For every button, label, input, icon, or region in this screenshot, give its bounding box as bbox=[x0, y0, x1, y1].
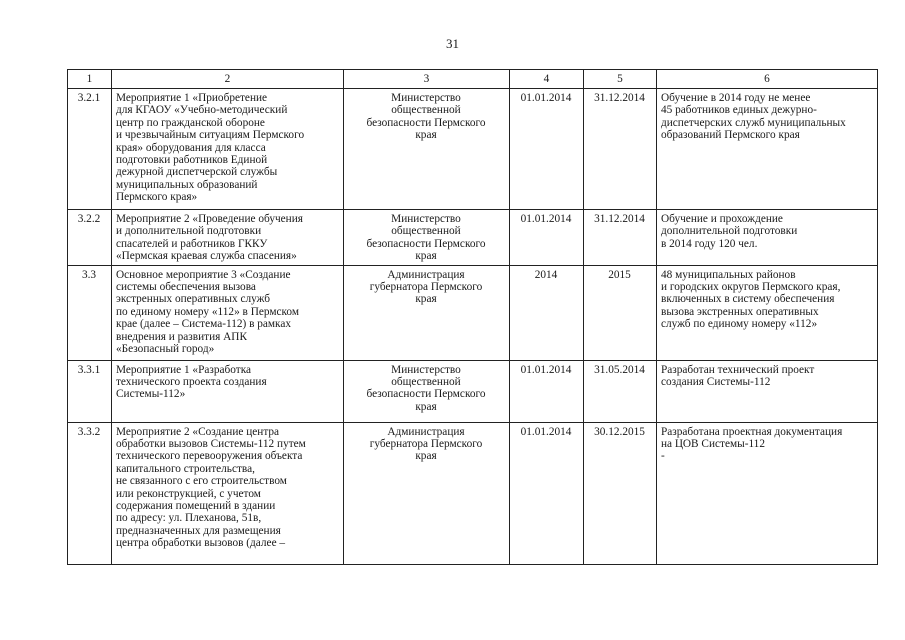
end-date-cell: 31.05.2014 bbox=[584, 360, 657, 422]
activity-name-cell bbox=[112, 422, 344, 564]
executor-text: Администрация губернатора Пермского края bbox=[369, 268, 483, 306]
page-number: 31 bbox=[446, 36, 459, 51]
result-cell bbox=[657, 210, 878, 266]
table-row bbox=[68, 265, 878, 360]
end-date-cell: 2015 bbox=[584, 265, 657, 360]
activities-table bbox=[67, 69, 878, 565]
column-header: 1 bbox=[68, 70, 112, 89]
executor-text: Министерство общественной безопасности Пермского края bbox=[366, 213, 486, 263]
activity-name-text: Мероприятие 1 «Приобретение для КГАОУ «Учебно-методический центр по гражданской обороне и чрезвычайным ситуациям Пермского края» оборудования для класса подготовки работников Единой дежурной диспетчерской службы муниципальных образований Пермского края» bbox=[116, 92, 305, 204]
start-date-cell: 01.01.2014 bbox=[510, 89, 584, 210]
item-number-cell: 3.2.1 bbox=[68, 89, 112, 210]
executor-cell bbox=[344, 210, 510, 266]
result-cell bbox=[657, 360, 878, 422]
activity-name-text: Мероприятие 2 «Проведение обучения и дополнительной подготовки спасателей и работников ГККУ «Пермская краевая служба спасения» bbox=[116, 213, 303, 263]
result-text: Разработан технический проект создания Системы-112 bbox=[661, 363, 815, 389]
activity-name-cell bbox=[112, 360, 344, 422]
result-text: Обучение и прохождение дополнительной подготовки в 2014 году 120 чел. bbox=[661, 213, 798, 250]
activity-name-text: Мероприятие 1 «Разработка технического проекта создания Системы-112» bbox=[116, 363, 267, 401]
executor-cell bbox=[344, 265, 510, 360]
end-date-cell: 31.12.2014 bbox=[584, 89, 657, 210]
table-row bbox=[68, 360, 878, 422]
result-cell bbox=[657, 265, 878, 360]
column-header: 5 bbox=[584, 70, 657, 89]
result-text: Разработана проектная документация на ЦОВ Системы-112 - bbox=[661, 425, 843, 463]
activity-name-cell bbox=[112, 265, 344, 360]
executor-text: Министерство общественной безопасности Пермского края bbox=[366, 92, 486, 142]
table-row bbox=[68, 89, 878, 210]
start-date-cell: 2014 bbox=[510, 265, 584, 360]
item-number-cell: 3.3.2 bbox=[68, 422, 112, 564]
result-cell bbox=[657, 89, 878, 210]
result-cell bbox=[657, 422, 878, 564]
table-header-row bbox=[68, 70, 878, 89]
result-text: 48 муниципальных районов и городских округов Пермского края, включенных в систему обеспечения вызова экстренных оперативных служб по единому номеру «112» bbox=[661, 268, 841, 331]
executor-cell bbox=[344, 422, 510, 564]
start-date-cell: 01.01.2014 bbox=[510, 422, 584, 564]
activity-name-text: Мероприятие 2 «Создание центра обработки вызовов Системы-112 путем технического перевооружения объекта капитального строительства, не связанного с его строительством или реконструкцией, с учетом содержания помещений в здании по адресу: ул. Плеханова, 51в, предназначенных для размещения центра обработки вызовов (далее – bbox=[116, 425, 306, 550]
column-header: 6 bbox=[657, 70, 878, 89]
item-number-cell: 3.3.1 bbox=[68, 360, 112, 422]
end-date-cell: 30.12.2015 bbox=[584, 422, 657, 564]
table-row bbox=[68, 422, 878, 564]
result-text: Обучение в 2014 году не менее 45 работников единых дежурно- диспетчерских служб муниципальных образований Пермского края bbox=[661, 92, 846, 142]
executor-cell bbox=[344, 89, 510, 210]
executor-text: Министерство общественной безопасности Пермского края bbox=[366, 363, 486, 413]
column-header: 3 bbox=[344, 70, 510, 89]
activity-name-cell bbox=[112, 210, 344, 266]
start-date-cell: 01.01.2014 bbox=[510, 210, 584, 266]
item-number-cell: 3.2.2 bbox=[68, 210, 112, 266]
column-header: 4 bbox=[510, 70, 584, 89]
column-header: 2 bbox=[112, 70, 344, 89]
start-date-cell: 01.01.2014 bbox=[510, 360, 584, 422]
item-number-cell: 3.3 bbox=[68, 265, 112, 360]
executor-text: Администрация губернатора Пермского края bbox=[369, 425, 483, 463]
table-row bbox=[68, 210, 878, 266]
activity-name-text: Основное мероприятие 3 «Создание системы обеспечения вызова экстренных оперативных служб по единому номеру «112» в Пермском крае (далее – Система-112) в рамках внедрения и развития АПК «Безопасный город» bbox=[116, 268, 300, 356]
end-date-cell: 31.12.2014 bbox=[584, 210, 657, 266]
executor-cell bbox=[344, 360, 510, 422]
activity-name-cell bbox=[112, 89, 344, 210]
